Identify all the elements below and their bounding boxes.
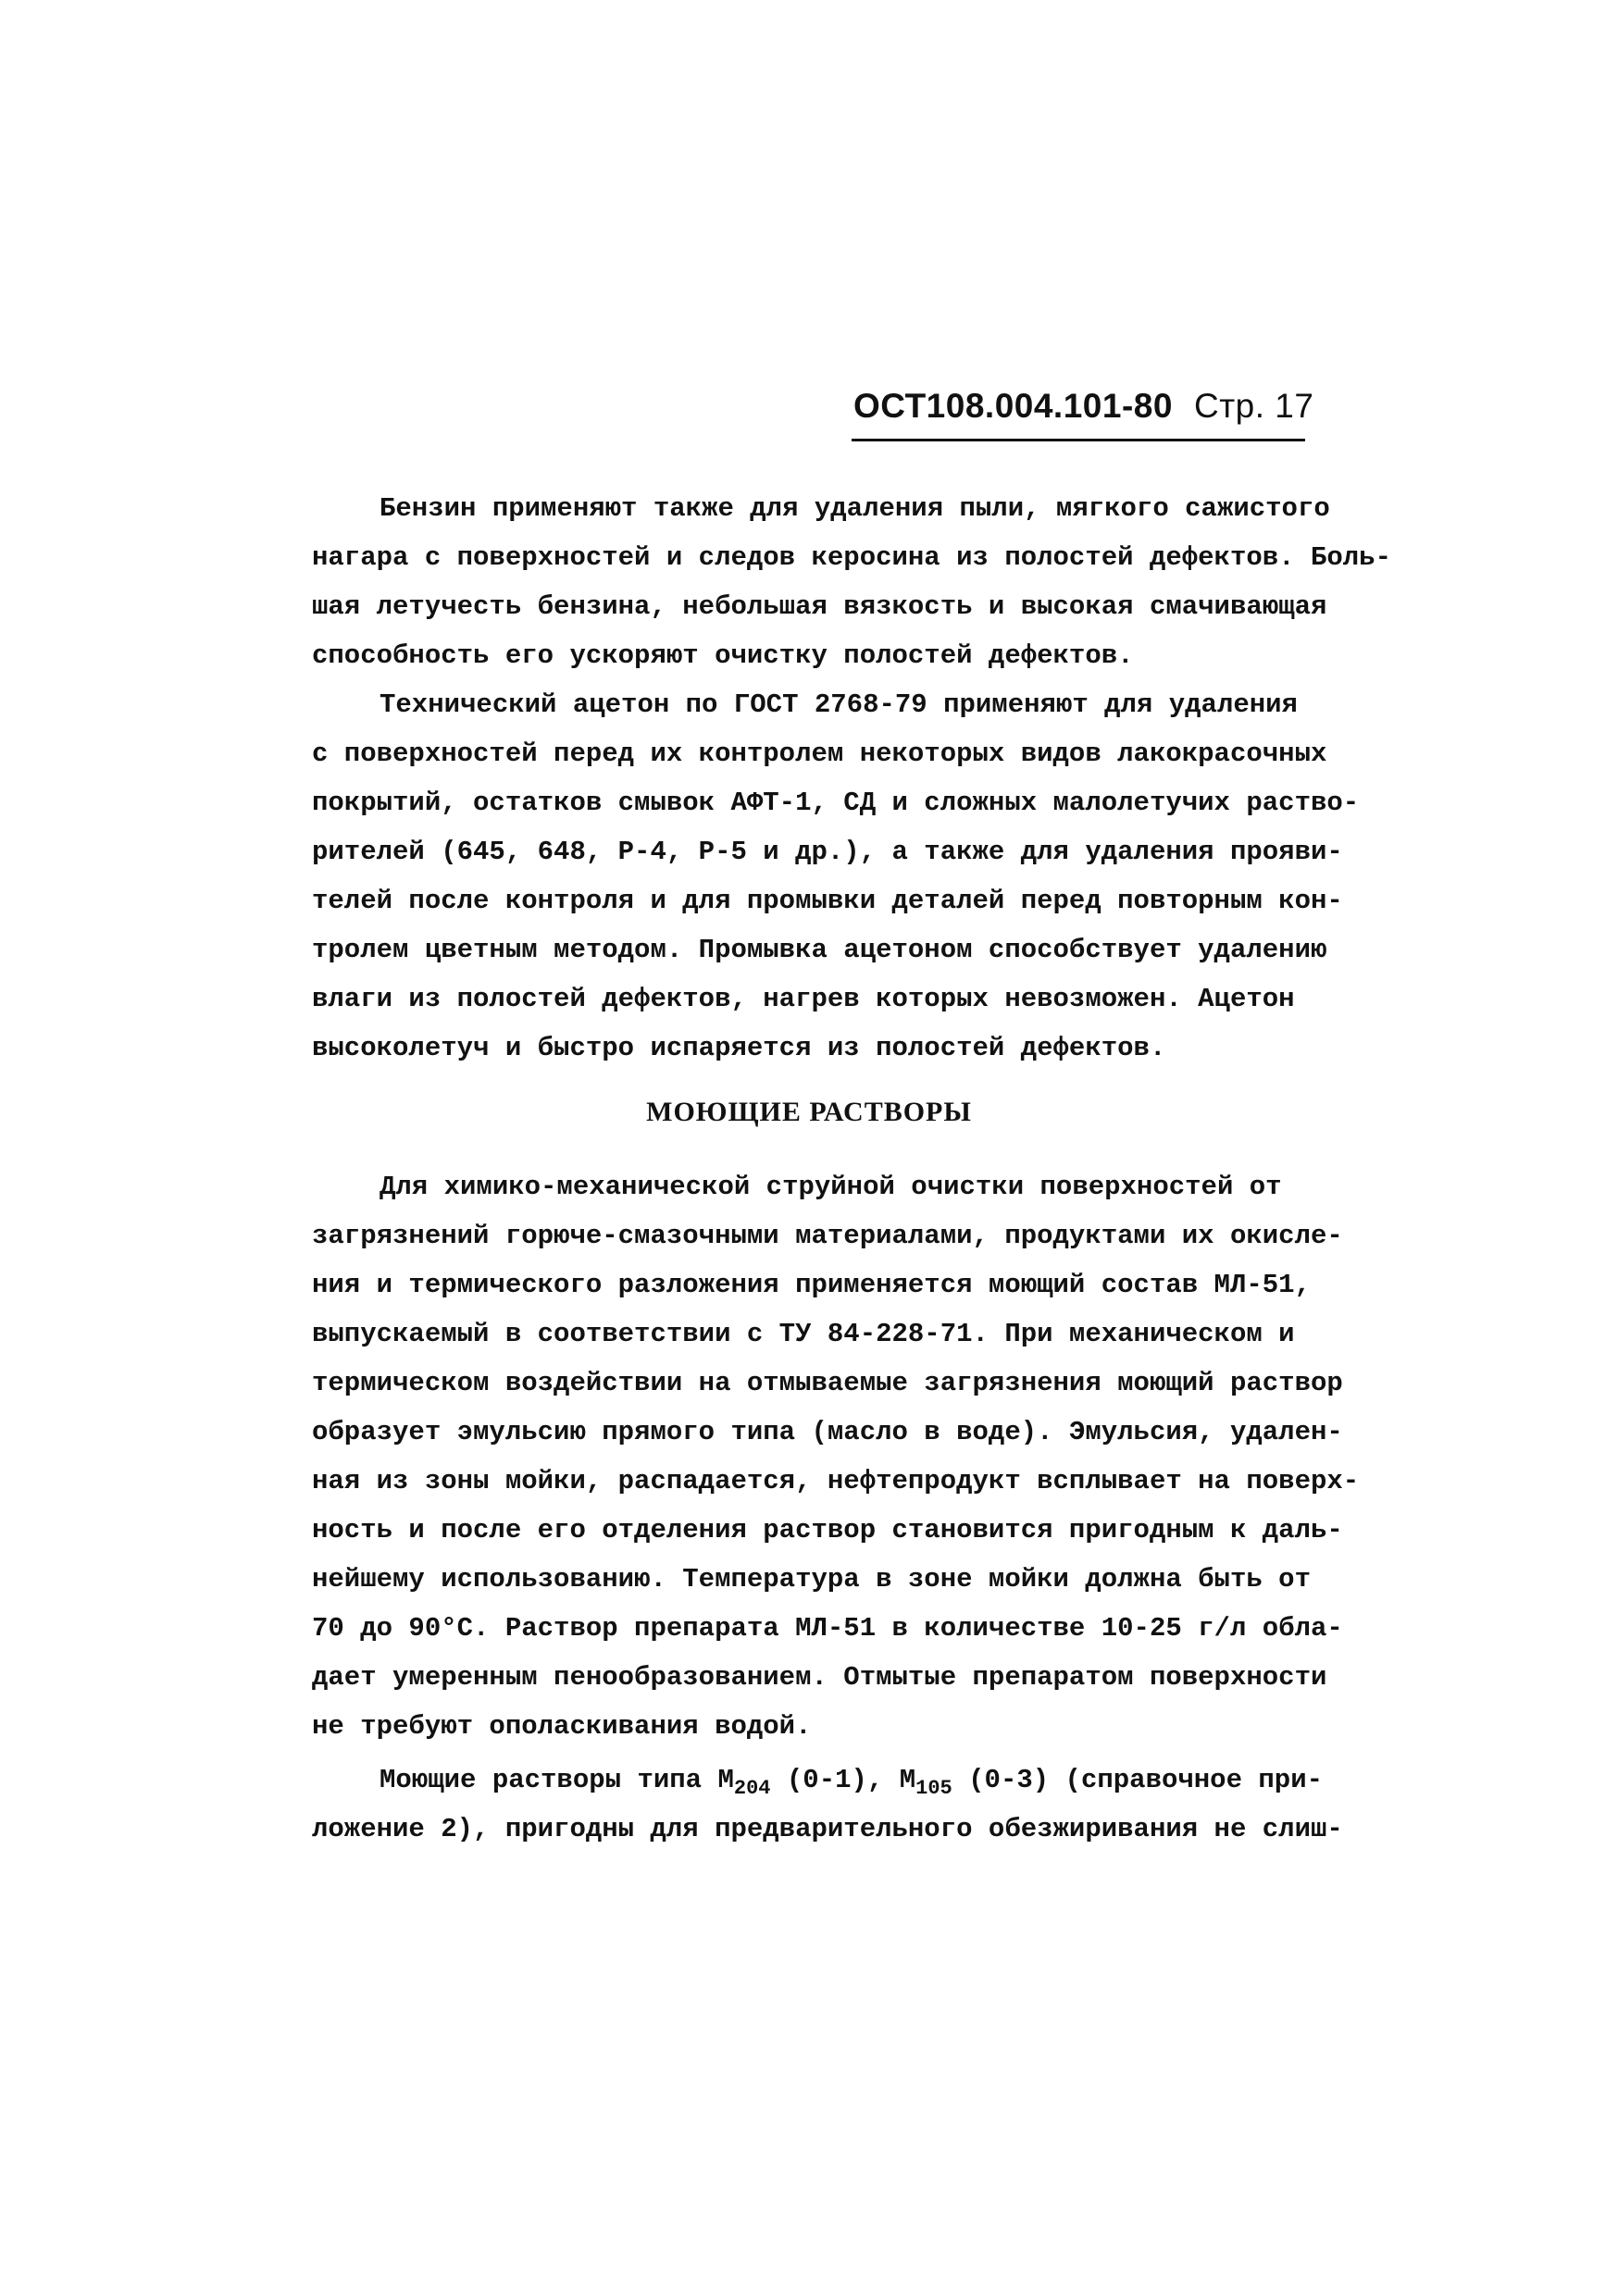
section-heading: МОЮЩИЕ РАСТВОРЫ [646, 1097, 972, 1127]
page-number: Стр. 17 [1194, 387, 1314, 425]
paragraph-2-line-8: высоколетуч и быстро испаряется из полостей дефектов. [312, 1033, 1166, 1063]
subscript: 204 [733, 1776, 771, 1800]
section-paragraph-line-7: ная из зоны мойки, распадается, нефтепродукт всплывает на поверх- [312, 1466, 1360, 1496]
paragraph-2-line-6: тролем цветным методом. Промывка ацетоном способствует удалению [312, 935, 1327, 965]
paragraph-2-line-3: покрытий, остатков смывок АФТ-1, СД и сложных малолетучих раство- [312, 788, 1360, 818]
section-paragraph-line-11: дает умеренным пенообразованием. Отмытые препаратом поверхности [312, 1662, 1327, 1693]
last-paragraph-line-2: ложение 2), пригодны для предварительного обезжиривания не слиш- [312, 1814, 1343, 1844]
last-paragraph-line-1 [380, 1764, 1323, 1800]
paragraph-1-line-2: нагара с поверхностей и следов керосина из полостей дефектов. Боль- [312, 542, 1391, 573]
paragraph-1-line-1: Бензин применяют также для удаления пыли, мягкого сажистого [380, 493, 1330, 524]
paragraph-2-line-1: Технический ацетон по ГОСТ 2768-79 применяют для удаления [380, 689, 1298, 720]
paragraph-2-line-7: влаги из полостей дефектов, нагрев которых невозможен. Ацетон [312, 984, 1295, 1014]
text-segment: Моющие растворы типа М [380, 1765, 734, 1795]
section-paragraph-line-4: выпускаемый в соответствии с ТУ 84-228-71. При механическом и [312, 1319, 1295, 1349]
page-header [852, 387, 1314, 441]
paragraph-1-line-3: шая летучесть бензина, небольшая вязкость и высокая смачивающая [312, 591, 1327, 622]
section-paragraph-line-9: нейшему использованию. Температура в зоне мойки должна быть от [312, 1564, 1311, 1595]
paragraph-2-line-4: рителей (645, 648, Р-4, Р-5 и др.), а также для удаления прояви- [312, 837, 1343, 867]
section-paragraph-line-8: ность и после его отделения раствор становится пригодным к даль- [312, 1515, 1343, 1545]
subscript: 105 [915, 1776, 952, 1800]
section-paragraph-line-3: ния и термического разложения применяется моющий состав МЛ-51, [312, 1270, 1311, 1300]
document-code: ОСТ108.004.101-80 [853, 387, 1173, 425]
section-paragraph-line-6: образует эмульсию прямого типа (масло в воде). Эмульсия, удален- [312, 1417, 1343, 1447]
text-segment: (0-1), М [770, 1765, 916, 1795]
section-paragraph-line-10: 70 до 90°С. Раствор препарата МЛ-51 в количестве 10-25 г/л обла- [312, 1613, 1343, 1644]
text-segment: (0-3) (справочное при- [952, 1765, 1323, 1795]
paragraph-2-line-2: с поверхностей перед их контролем некоторых видов лакокрасочных [312, 738, 1327, 769]
section-paragraph-line-5: термическом воздействии на отмываемые загрязнения моющий раствор [312, 1368, 1343, 1398]
paragraph-2-line-5: телей после контроля и для промывки деталей перед повторным кон- [312, 886, 1343, 916]
section-paragraph-line-12: не требуют ополаскивания водой. [312, 1711, 812, 1742]
paragraph-1-line-4: способность его ускоряют очистку полостей дефектов. [312, 640, 1134, 671]
section-paragraph-line-1: Для химико-механической струйной очистки поверхностей от [380, 1172, 1282, 1202]
section-paragraph-line-2: загрязнений горюче-смазочными материалами, продуктами их окисле- [312, 1221, 1343, 1251]
